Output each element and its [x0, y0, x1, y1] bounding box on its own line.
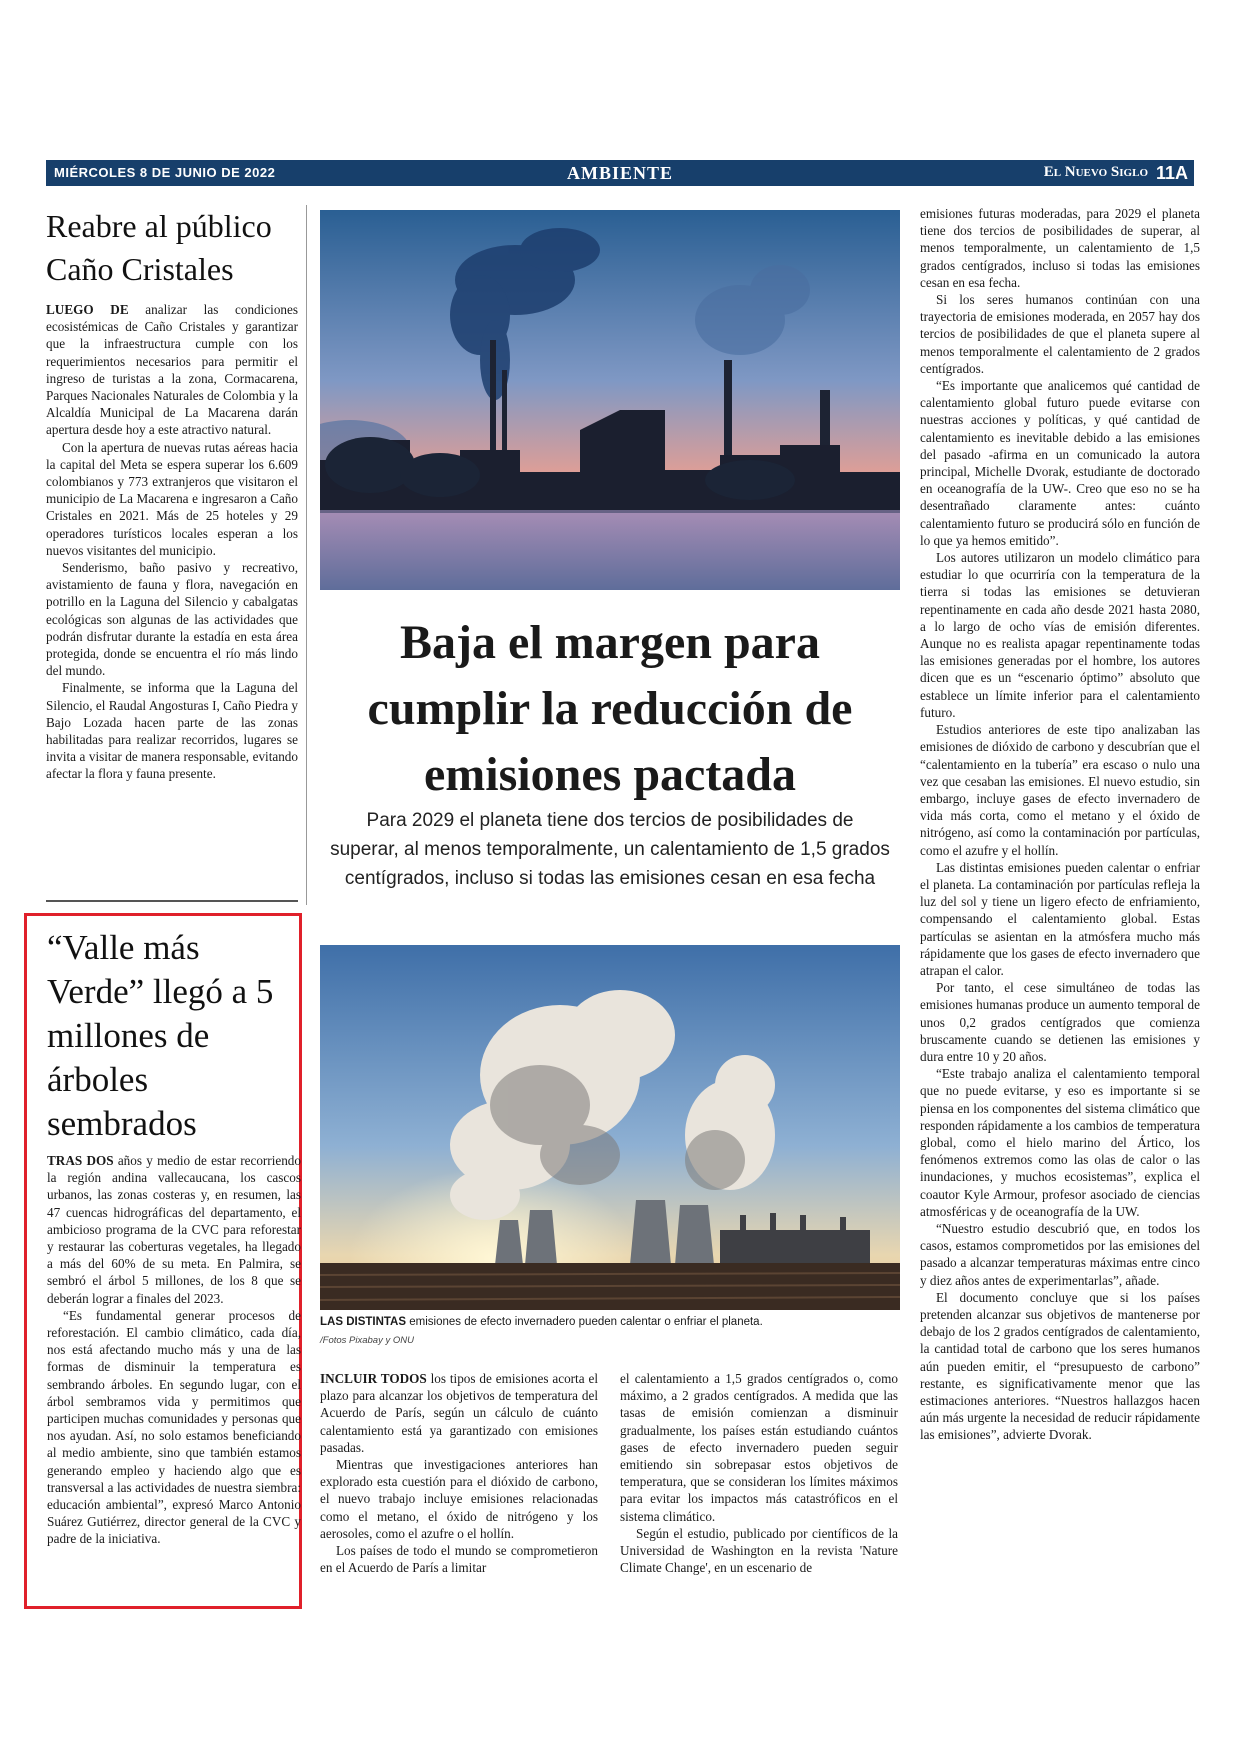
- boxed-article-lead: TRAS DOS: [47, 1153, 114, 1168]
- main-col1-p3: Los países de todo el mundo se comprometieron en el Acuerdo de París a limitar: [320, 1543, 598, 1576]
- article-separator: [46, 900, 298, 902]
- left-article-p2: Con la apertura de nuevas rutas aéreas hacia la capital del Meta se espera superar los 6.609 colombianos y 773 extranjeros que visitaron el municipio de La Macarena e ingresaron a Caño Cristales en 2021. Más de 25 hoteles y 29 operadores turísticos locales esperan a los nuevos visitantes del municipio.: [46, 439, 298, 558]
- photo-caption: LAS DISTINTAS emisiones de efecto invernadero pueden calentar o enfriar el planeta.: [320, 1316, 763, 1328]
- main-article-column-1: [320, 1370, 598, 1576]
- main-article-column-2: [620, 1370, 898, 1576]
- main-col2-p1: el calentamiento a 1,5 grados centígrados o, como máximo, a 2 grados centígrados. A medida que las tasas de emisión comienzan a disminuir gradualmente, los países están estudiando cuántos gases de efecto invernadero pueden seguir emitiendo sin sobrepasar estos objetivos de temperatura, que se consideran los límites máximos para evitar los impactos más catastróficos en el sistema climático.: [620, 1371, 898, 1524]
- left-article: [46, 205, 298, 783]
- power-plant-photo: [320, 945, 900, 1310]
- header-page-number: 11A: [1155, 163, 1188, 183]
- header-brand: El Nuevo Siglo: [1043, 164, 1148, 180]
- right-p9: “Nuestro estudio descubrió que, en todos los casos, estamos comprometidos por las emisiones del pasado a alcanzar temperaturas máximas entre cinco y diez años antes de experimentarlas”, añade.: [920, 1220, 1200, 1288]
- boxed-article-p2: “Es fundamental generar procesos de reforestación. El cambio climático, cada día, nos está afectando mucho más y una de las formas de disminuir la temperatura es sembrando árboles. En segundo lugar, con el árbol sembramos vida y permitimos que participen muchas comunidades y personas que nos ayudan. Así, no solo estamos beneficiando al medio ambiente, sino que también estamos generando empleo y haciendo algo que es transversal a las actividades de nuestra siembra: educación ambiental”, expresó Marco Antonio Suárez Gutiérrez, director general de la CVC y padre de la iniciativa.: [47, 1307, 301, 1547]
- main-article-right-column: [920, 205, 1200, 1444]
- main-col1-p2: Mientras que investigaciones anteriores han explorado esta cuestión para el dióxido de carbono, el nuevo trabajo incluye emisiones relacionadas como el metano, el óxido de nitrógeno y los aerosoles, como el azufre o el hollín.: [320, 1457, 598, 1541]
- boxed-article-p1: TRAS DOS años y medio de estar recorriendo la región andina vallecaucana, los cascos urbanos, las zonas costeras y, en resumen, las 47 cuencas hidrográficas del departamento, el ambicioso programa de la CVC para reforestar y restaurar las coberturas vegetales, ha llegado a más del 60% de su meta. En Palmira, se sembró el árbol 5 millones, de los 8 que se deberán lograr a finales del 2023.: [47, 1153, 301, 1306]
- header-date: MIÉRCOLES 8 DE JUNIO DE 2022: [54, 165, 276, 180]
- boxed-article-body: [47, 1152, 301, 1548]
- right-p6: Las distintas emisiones pueden calentar o enfriar el planeta. La contaminación por partículas refleja la luz del sol y tiene un ligero efecto de enfriamiento, compensando el calentamiento global. Estas partículas se asientan en la atmósfera mucho más rápidamente que los gases de efecto invernadero que atrapan el calor.: [920, 859, 1200, 978]
- highlighted-article-box[interactable]: [24, 913, 302, 1609]
- right-p4: Los autores utilizaron un modelo climático para estudiar lo que ocurriría con la temperatura de la tierra si todas las emisiones se detuvieran repentinamente en cada año desde 2021 hasta 2080, a lo largo de ocho vías de emisión diferentes. Aunque no es realista apagar repentinamente todas las emisiones generadas por el hombre, los autores dicen que es un “escenario óptimo” absoluto que establece un límite inferior para el calentamiento futuro.: [920, 550, 1200, 720]
- boxed-article-title: “Valle más Verde” llegó a 5 millones de árboles sembrados: [47, 928, 274, 1143]
- right-p10: El documento concluye que si los países pretenden alcanzar sus objetivos de mantenerse por debajo de los 2 grados centígrados de calentamiento, la cantidad total de carbono que los seres humanos aún pueden emitir, el “presupuesto de carbono” restante, es significativamente menor que las estimaciones anteriores. “Nuestros hallazgos hacen aún más urgente la necesidad de reducir rápidamente las emisiones”, advierte Dvorak.: [920, 1289, 1200, 1443]
- right-p7: Por tanto, el cese simultáneo de todas las emisiones humanas produce un aumento temporal de unos 0,2 grados centígrados que comienza bruscamente cuando se detienen las emisiones y dura entre 10 y 20 años.: [920, 980, 1200, 1064]
- right-p8: “Este trabajo analiza el calentamiento temporal que no puede evitarse, y eso es importante si se piensa en los componentes del sistema climático que responden rápidamente a los cambios de temperatura global, como el hielo marino del Ártico, los fenómenos extremos como las olas de calor o las inundaciones, y muchos ecosistemas”, explica el coautor Kyle Armour, profesor asociado de ciencias atmosféricas y de oceanografía de la UW.: [920, 1066, 1200, 1219]
- right-p5: Estudios anteriores de este tipo analizaban las emisiones de dióxido de carbono y descubrían que el “calentamiento en la tubería” era escaso o nulo una vez que cesaban las emisiones. El nuevo estudio, sin embargo, incluye gases de efecto invernadero de vida más corta, como el metano y el óxido de nitrógeno, así como la contaminación por partículas, como el azufre y el hollín.: [920, 722, 1200, 858]
- industrial-skyline-photo: [320, 210, 900, 590]
- left-article-p1: LUEGO DE analizar las condiciones ecosistémicas de Caño Cristales y garantizar que la infraestructura cumple con los requerimientos necesarios para permitir el ingreso de turistas a la zona, Cormacarena, Parques Nacionales Naturales de Colombia y la Alcaldía Municipal de La Macarena darán apertura desde hoy a este atractivo natural.: [46, 302, 298, 438]
- photo-credit: /Fotos Pixabay y ONU: [320, 1335, 414, 1346]
- left-article-body: [46, 301, 298, 783]
- right-p1: emisiones futuras moderadas, para 2029 el planeta tiene dos tercios de posibilidades de superar, al menos temporalmente, un calentamiento de 1,5 grados centígrados, incluso si todas las emisiones cesan en esa fecha.: [920, 206, 1200, 290]
- main-col2-p2: Según el estudio, publicado por científicos de la Universidad de Washington en la revista 'Nature Climate Change', en un escenario de: [620, 1525, 898, 1576]
- main-subheadline: Para 2029 el planeta tiene dos tercios de posibilidades de superar, al menos temporalmente, un calentamiento de 1,5 grados centígrados, incluso si todas las emisiones cesan en esa fecha: [330, 810, 890, 889]
- caption-lead: LAS DISTINTAS: [320, 1316, 407, 1328]
- main-headline: Baja el margen para cumplir la reducción de emisiones pactada: [367, 616, 853, 801]
- left-article-p4: Finalmente, se informa que la Laguna del Silencio, el Raudal Angosturas I, Caño Piedra y Bajo Lozada hacen parte de las zonas habilitadas para realizar recorridos, lugares se invita a visitar de manera responsable, evitando afectar la flora y fauna presente.: [46, 680, 298, 782]
- right-p3: “Es importante que analicemos qué cantidad de calentamiento global futuro puede evitarse con nuestras acciones y políticas, y qué cantidad de calentamiento es inevitable debido a las emisiones del pasado -afirma en un comunicado la autora principal, Michelle Dvorak, estudiante de doctorado en oceanografía de la UW-. Creo que eso no se ha desentrañado claramente antes: cuánto calentamiento futuro se producirá sólo en función de lo que ya hemos emitido”.: [920, 378, 1200, 548]
- left-article-p3: Senderismo, baño pasivo y recreativo, avistamiento de fauna y flora, navegación en potrillo en la Laguna del Silencio y cabalgatas ecológicas son algunas de las actividades que podrán disfrutar durante la estadía en esta área protegida, donde se encuentra el río más lindo del mundo.: [46, 560, 298, 679]
- left-article-lead: LUEGO DE: [46, 302, 129, 317]
- main-article-lead: INCLUIR TODOS: [320, 1371, 427, 1386]
- right-p2: Si los seres humanos continúan con una trayectoria de emisiones moderada, en 2057 hay dos tercios de posibilidades de que el planeta supere al menos temporalmente el calentamiento de 2 grados centígrados.: [920, 292, 1200, 376]
- main-col1-p1: INCLUIR TODOS los tipos de emisiones acorta el plazo para alcanzar los objetivos de temperatura del Acuerdo de París, según un cálculo de cuánto calentamiento está ya garantizado con emisiones pasadas.: [320, 1371, 598, 1455]
- page-header-bar: [46, 160, 1194, 186]
- left-article-title: Reabre al público Caño Cristales: [46, 208, 272, 287]
- column-divider: [306, 205, 307, 905]
- header-section: AMBIENTE: [566, 163, 673, 183]
